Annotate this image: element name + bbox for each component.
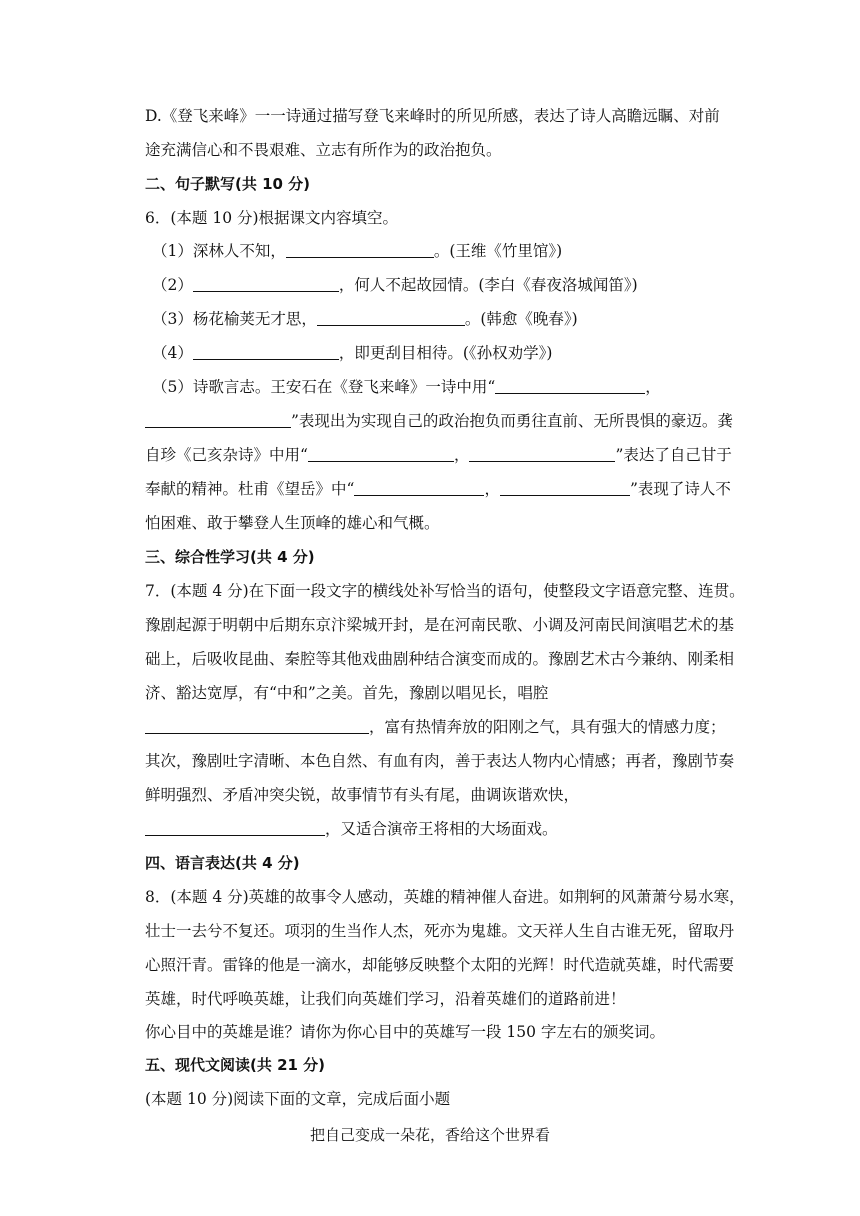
q7-line6: 其次，豫剧吐字清晰、本色自然、有血有肉，善于表达人物内心情感；再者，豫剧节奏	[145, 752, 735, 770]
comma: ，	[645, 378, 661, 396]
q6-item-5-line5: 怕困难、敢于攀登人生顶峰的雄心和气概。	[145, 514, 440, 532]
q7-line8-text: ，又适合演帝王将相的大场面戏。	[325, 820, 558, 838]
q7-line3: 础上，后吸收昆曲、秦腔等其他戏曲剧种结合演变而成的。豫剧艺术古今兼纳、刚柔相	[145, 650, 735, 668]
q6-item-4-num: （4）	[152, 344, 193, 362]
q6-item-5-line2	[145, 411, 733, 431]
q6-item-5-text-2: ”表现出为实现自己的政治抱负而勇往直前、无所畏惧的豪迈。龚	[291, 412, 733, 430]
q6-item-5-text-4: ”表达了自己甘于	[615, 446, 732, 464]
q8-line3: 心照汗青。雷锋的他是一滴水，却能够反映整个太阳的光辉！时代造就英雄，时代需要	[145, 956, 735, 974]
section-heading-sentence-dictation: 二、句子默写(共 10 分)	[145, 175, 311, 193]
answer-blank[interactable]	[145, 413, 291, 428]
answer-blank[interactable]	[354, 481, 484, 496]
q7-line1: 7．(本题 4 分)在下面一段文字的横线处补写恰当的语句，使整段文字语意完整、连贯。	[145, 582, 745, 600]
answer-blank[interactable]	[308, 447, 454, 462]
q8-line5: 你心目中的英雄是谁？请你为你心目中的英雄写一段 150 字左右的颁奖词。	[145, 1023, 665, 1041]
q7-line4: 济、豁达宽厚，有“中和”之美。首先，豫剧以唱见长，唱腔	[145, 684, 549, 702]
answer-blank[interactable]	[500, 481, 630, 496]
q7-line5	[145, 717, 725, 737]
q5-option-d-line1: D.《登飞来峰》一一诗通过描写登飞来峰时的所见所感，表达了诗人高瞻远瞩、对前	[145, 107, 720, 125]
q6-item-4	[152, 343, 732, 363]
q6-item-2-num: （2）	[152, 276, 193, 294]
q6-item-5-text-5: 奉献的精神。杜甫《望岳》中“	[145, 480, 355, 498]
q6-item-3-text: （3）杨花榆荚无才思，	[152, 310, 317, 328]
q7-line2: 豫剧起源于明朝中后期东京汴梁城开封，是在河南民歌、小调及河南民间演唱艺术的基	[145, 616, 735, 634]
q7-line7: 鲜明强烈、矛盾冲突尖锐，故事情节有头有尾，曲调诙谐欢快，	[145, 786, 580, 804]
answer-blank[interactable]	[145, 821, 325, 836]
q6-item-4-text: ，即更刮目相待。(《孙权劝学》)	[338, 344, 553, 362]
q6-item-5-text-3: 自珍《己亥杂诗》中用“	[145, 446, 308, 464]
section-heading-comprehensive-study: 三、综合性学习(共 4 分)	[145, 548, 315, 566]
q6-item-1-source: 。(王维《竹里馆》)	[433, 242, 563, 260]
comma: ，	[484, 480, 500, 498]
q6-item-5-line3	[145, 445, 732, 465]
q6-item-5-text-6: ”表现了诗人不	[629, 480, 731, 498]
q8-line2: 壮士一去兮不复还。项羽的生当作人杰，死亦为鬼雄。文天祥人生自古谁无死，留取丹	[145, 922, 735, 940]
q6-item-1	[152, 241, 732, 261]
q6-item-5-text: （5）诗歌言志。王安石在《登飞来峰》一诗中用“	[152, 378, 496, 396]
answer-blank[interactable]	[495, 379, 645, 394]
q6-item-2-text: ，何人不起故园情。(李白《春夜洛城闻笛》)	[338, 276, 638, 294]
section-heading-language-expression: 四、语言表达(共 4 分)	[145, 854, 300, 872]
q6-item-2	[152, 275, 732, 295]
q8-line1: 8．(本题 4 分)英雄的故事令人感动，英雄的精神催人奋进。如荆轲的风萧萧兮易水寒，	[145, 888, 745, 906]
q6-item-5-line1	[152, 377, 732, 397]
q8-line4: 英雄，时代呼唤英雄，让我们向英雄们学习，沿着英雄们的道路前进！	[145, 990, 626, 1008]
q7-line8	[145, 819, 725, 839]
answer-blank[interactable]	[317, 311, 465, 326]
q6-item-3-source: 。(韩愈《晚春》)	[464, 310, 578, 328]
answer-blank[interactable]	[469, 447, 615, 462]
q6-item-5-line4	[145, 479, 731, 499]
comma: ，	[453, 446, 470, 464]
article-title: 把自己变成一朵花，香给这个世界看	[309, 1126, 550, 1144]
answer-blank[interactable]	[193, 345, 339, 360]
section-heading-modern-reading: 五、现代文阅读(共 21 分)	[145, 1056, 326, 1074]
q7-line5-text: ，富有热情奔放的阳刚之气，具有强大的情感力度；	[369, 718, 726, 736]
q6-item-3	[152, 309, 732, 329]
q5-option-d-line2: 途充满信心和不畏艰难、立志有所作为的政治抱负。	[145, 141, 502, 159]
answer-blank[interactable]	[145, 719, 369, 734]
answer-blank[interactable]	[193, 277, 339, 292]
answer-blank[interactable]	[286, 243, 434, 258]
q6-intro: 6．(本题 10 分)根据课文内容填空。	[145, 209, 399, 227]
q6-item-1-text: （1）深林人不知，	[152, 242, 286, 260]
reading-intro: (本题 10 分)阅读下面的文章，完成后面小题	[145, 1090, 451, 1108]
